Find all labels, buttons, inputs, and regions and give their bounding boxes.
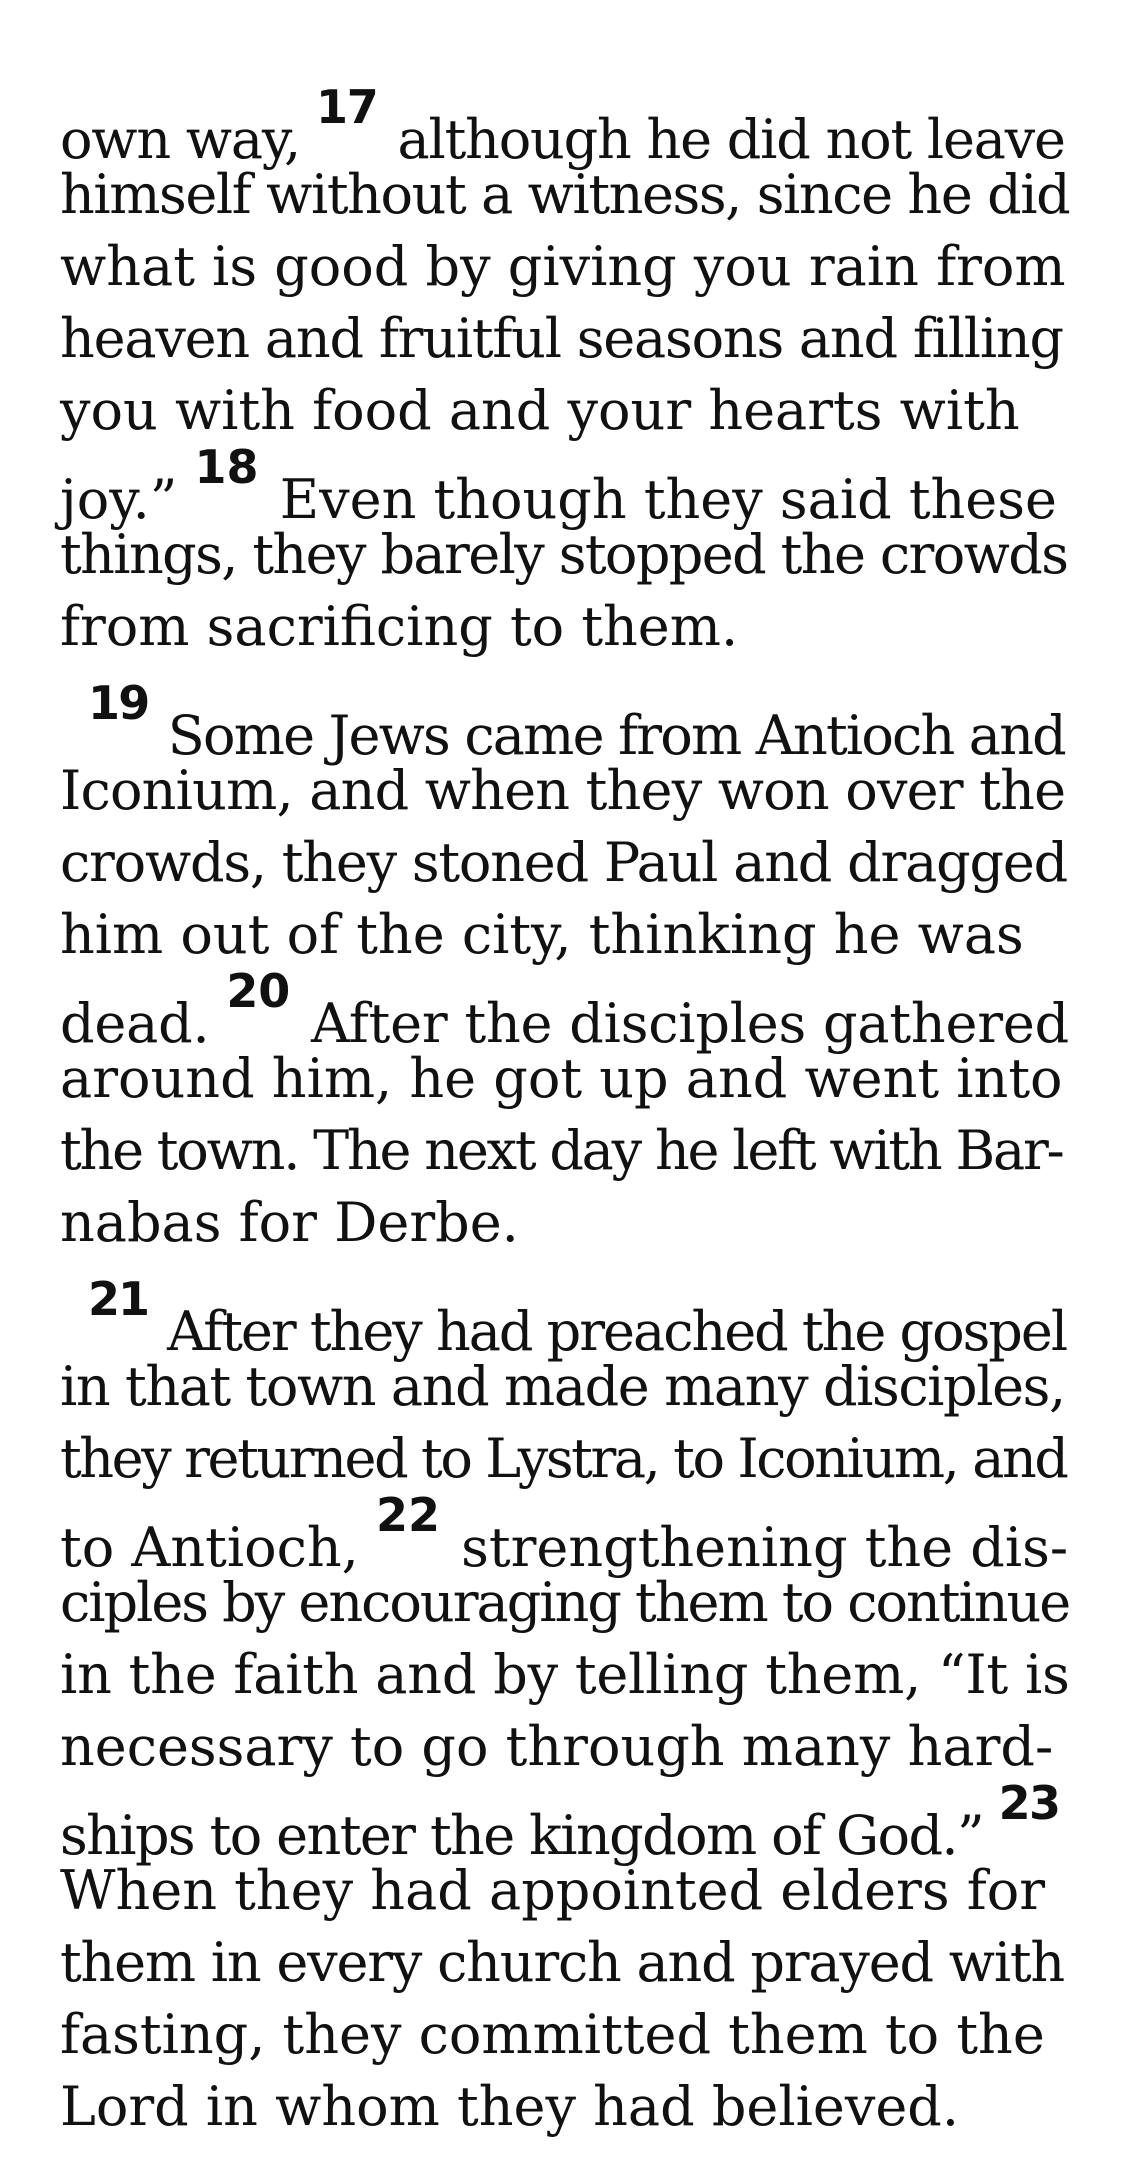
text-line: to Antioch, $^{22}$ strengthening the dis- [60,1488,1069,1579]
paragraph [60,1272,1070,2143]
text-line: in the faith and by telling them, “It is [60,1643,1070,1706]
text-line: around him, he got up and went into [60,1047,1063,1110]
text-line: $^{19}$ Some Jews came from Antioch and [88,676,1065,767]
text-line: nabas for Derbe. [60,1191,519,1254]
text-line: Lord in whom they had believed. [60,2075,960,2138]
verse-number-19[interactable]: 19 [88,676,149,730]
verse-number-21[interactable]: 21 [88,1272,149,1326]
verse-number-22[interactable]: 22 [375,1488,440,1542]
text-line: own way, $^{17}$ although he did not leave [60,80,1065,171]
text-line: ships to enter the kingdom of God.” $^{23}$ [60,1776,1060,1867]
text-line: heaven and fruitful seasons and filling [60,307,1063,370]
text-line: from sacrificing to them. [60,595,739,658]
text-line: they returned to Lystra, to Iconium, and [60,1427,1067,1490]
text-line: them in every church and prayed with [60,1931,1064,1994]
paragraph [60,80,1070,663]
verse-number-23[interactable]: 23 [998,1776,1060,1830]
text-line: dead. $^{20}$ After the disciples gathered [60,964,1069,1055]
text-line: ciples by encouraging them to continue [60,1571,1070,1634]
text-line: Iconium, and when they won over the [60,759,1066,822]
verse-number-20[interactable]: 20 [226,964,291,1018]
text-line: you with food and your hearts with [60,379,1020,442]
text-line: joy.” $^{18}$ Even though they said these [60,440,1057,531]
verse-number-18[interactable]: 18 [194,440,259,494]
text-line: things, they barely stopped the crowds [60,523,1068,586]
text-line: necessary to go through many hard- [60,1715,1054,1778]
text-line: him out of the city, thinking he was [60,903,1024,966]
text-line: the town. The next day he left with Bar- [60,1119,1063,1182]
paragraph [60,676,1070,1259]
text-line: himself without a witness, since he did [60,163,1070,226]
text-line: what is good by giving you rain from [60,235,1066,298]
text-line: fasting, they committed them to the [60,2003,1045,2066]
text-line: $^{21}$ After they had preached the gospel [88,1272,1067,1363]
scripture-reader [60,80,1070,2143]
verse-number-17[interactable]: 17 [315,80,378,134]
text-line: crowds, they stoned Paul and dragged [60,831,1067,894]
text-line: When they had appointed elders for [60,1859,1046,1922]
text-line: in that town and made many disciples, [60,1355,1065,1418]
